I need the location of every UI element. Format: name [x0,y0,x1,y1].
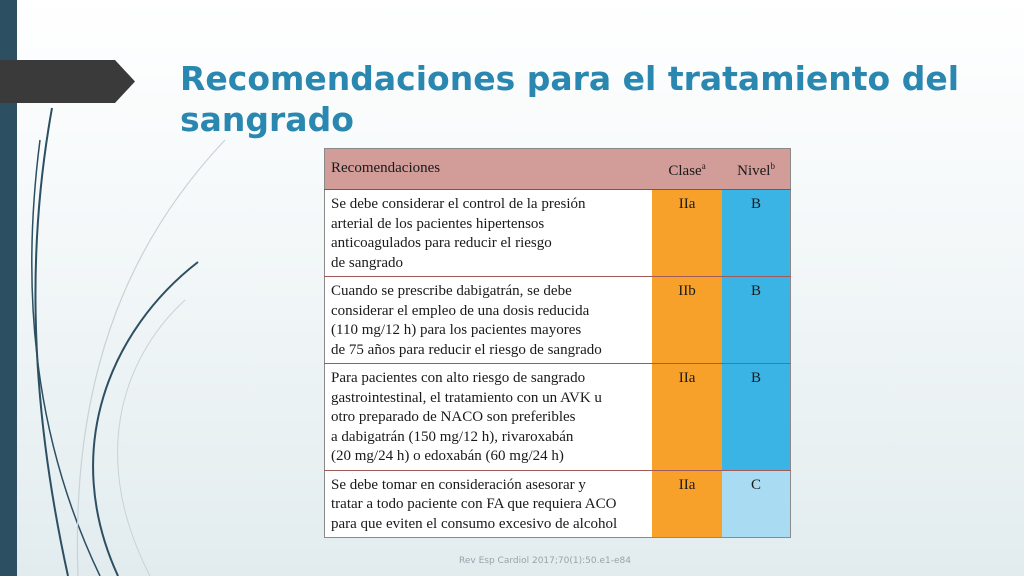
table-row [325,470,791,538]
level-cell: C [722,470,790,538]
header-class: Clase$^a$ [652,149,722,190]
recommendation-text: Se debe considerar el control de la presión arterial de los pacientes hipertensos anticoagulados para reducir el riesgo de sangrado [325,190,653,277]
level-cell: B [722,277,790,364]
recommendation-text: Se debe tomar en consideración asesorar y tratar a todo paciente con FA que requiera ACO para que eviten el consumo excesivo de alcohol [325,470,653,538]
class-cell: IIa [652,364,722,471]
level-cell: B [722,364,790,471]
table-header-row [325,149,791,190]
level-cell: B [722,190,790,277]
table-row [325,364,791,471]
class-cell: IIa [652,470,722,538]
slide-title: Recomendaciones para el tratamiento del sangrado [180,59,960,139]
header-level: Nivel$^b$ [722,149,790,190]
class-cell: IIb [652,277,722,364]
table-row [325,190,791,277]
table-row [325,277,791,364]
source-citation: Rev Esp Cardiol 2017;70(1):50.e1-e84 [459,556,631,566]
class-cell: IIa [652,190,722,277]
recommendations-table [324,148,791,538]
header-recommendations: Recomendaciones [325,149,653,190]
recommendation-text: Cuando se prescribe dabigatrán, se debe considerar el empleo de una dosis reducida (110 mg/12 h) para los pacientes mayores de 75 años para reducir el riesgo de sangrado [325,277,653,364]
title-arrow-marker [0,60,135,103]
recommendation-text: Para pacientes con alto riesgo de sangrado gastrointestinal, el tratamiento con un AVK u otro preparado de NACO son preferibles a dabigatrán (150 mg/12 h), rivaroxabán (20 mg/24 h) o edoxabán (60 mg/24 h) [325,364,653,471]
